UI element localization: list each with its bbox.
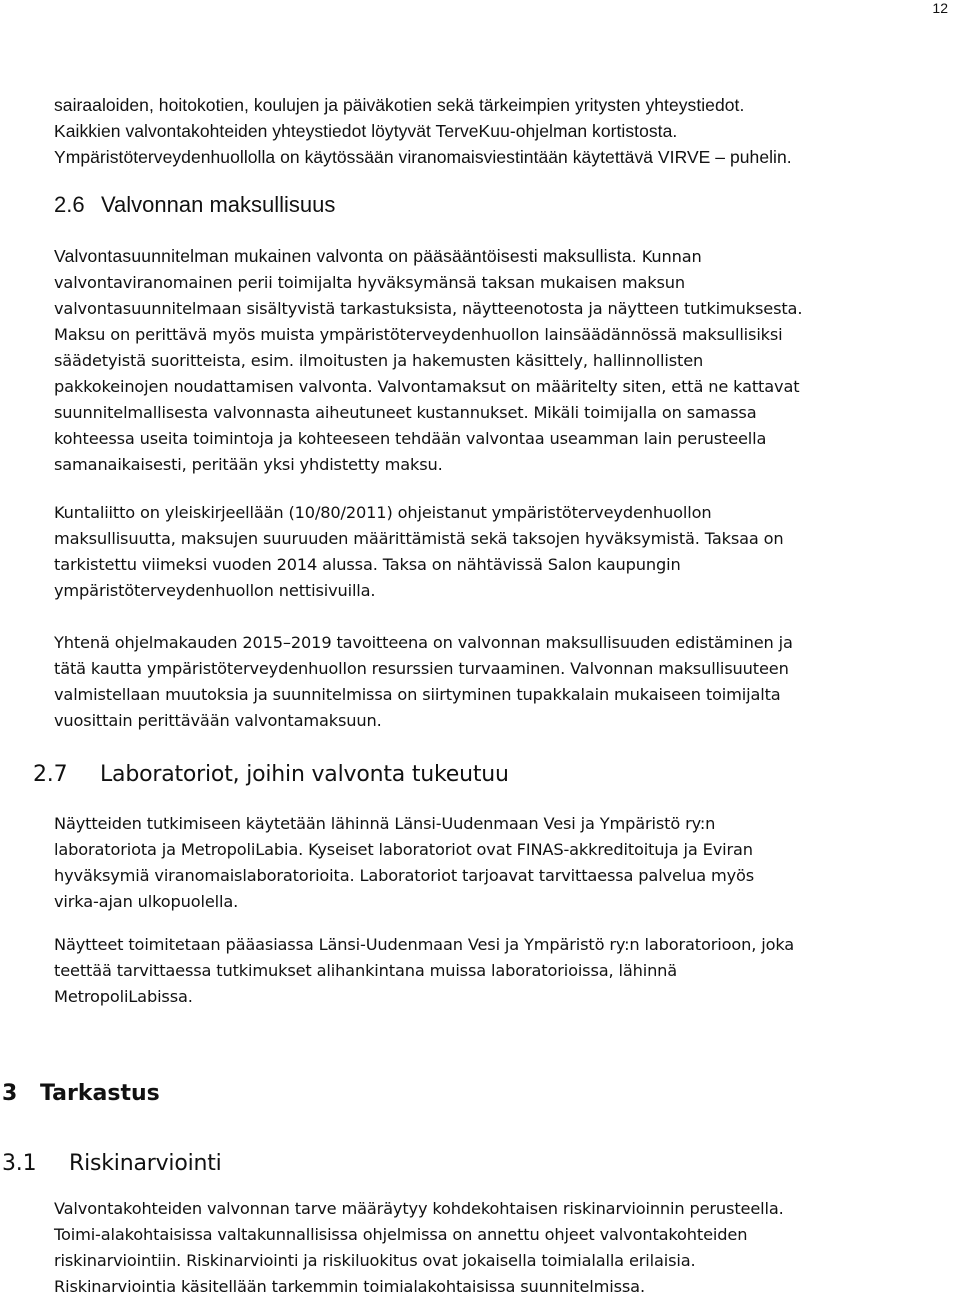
paragraph-line: ympäristöterveydenhuollon nettisivuilla. [54, 581, 376, 600]
paragraph-line: suunnitelmallisesta valvonnasta aiheutuneet kustannukset. Mikäli toimijalla on samassa [54, 403, 757, 422]
paragraph-line: Toimi-alakohtaisissa valtakunnallisissa ohjelmissa on annettu ohjeet valvontakohteiden [54, 1225, 748, 1244]
section-title: Valvonnan maksullisuus [101, 192, 336, 217]
paragraph-line: valvontasuunnitelmaan sisältyvistä tarkastuksista, näytteenotosta ja näytteen tutkimuksesta. [54, 299, 803, 318]
paragraph-line-arial-part: Valvontasuunnitelman mukainen valvonta on pääsääntöisesti maksullista. [54, 246, 637, 266]
section-number: 2.7 [33, 762, 68, 787]
section-number: 2.6 [54, 192, 85, 217]
section-number: 3.1 [2, 1151, 37, 1176]
section-2-7-paragraph-1 [54, 811, 754, 915]
paragraph-line: vuosittain perittävään valvontamaksuun. [54, 711, 382, 730]
paragraph-line: hyväksymiä viranomaislaboratorioita. Laboratoriot tarjoavat tarvittaessa palvelua myös [54, 866, 755, 885]
section-2-6-paragraph-3 [54, 630, 793, 734]
paragraph-line: sairaaloiden, hoitokotien, koulujen ja päiväkotien sekä tärkeimpien yritysten yhteystiedot. [54, 95, 745, 115]
paragraph-line: valvontaviranomainen perii toimijalta hyväksymänsä taksan mukaisen maksun [54, 273, 685, 292]
paragraph-line: MetropoliLabissa. [54, 987, 193, 1006]
paragraph-line: pakkokeinojen noudattamisen valvonta. Valvontamaksut on määritelty siten, että ne kattavat [54, 377, 800, 396]
paragraph-line: säädetyistä suoritteista, esim. ilmoitusten ja hakemusten käsittely, hallinnollisten [54, 351, 704, 370]
paragraph-line-verdana-part: Kunnan [636, 247, 702, 266]
paragraph-line: Maksu on perittävä myös muista ympäristöterveydenhuollon lainsäädännössä maksullisiksi [54, 325, 783, 344]
paragraph-line: riskinarviointiin. Riskinarviointi ja riskiluokitus ovat jokaisella toimialalla erilaisia. [54, 1251, 696, 1270]
paragraph-line: laboratoriota ja MetropoliLabia. Kyseiset laboratoriot ovat FINAS-akkreditoituja ja Eviran [54, 840, 753, 859]
paragraph-line: Kuntaliitto on yleiskirjeellään (10/80/2011) ohjeistanut ympäristöterveydenhuollon [54, 503, 712, 522]
section-2-6-paragraph-1 [54, 243, 802, 478]
paragraph-line: tarkistettu viimeksi vuoden 2014 alussa. Taksa on nähtävissä Salon kaupungin [54, 555, 681, 574]
paragraph-line: samanaikaisesti, peritään yksi yhdistetty maksu. [54, 455, 443, 474]
section-title: Riskinarviointi [69, 1151, 222, 1176]
paragraph-line: valmistellaan muutoksia ja suunnitelmissa on siirtyminen tupakkalain mukaiseen toimijalta [54, 685, 781, 704]
paragraph-line: teettää tarvittaessa tutkimukset alihankintana muissa laboratorioissa, lähinnä [54, 961, 678, 980]
paragraph-line: kohteessa useita toimintoja ja kohteeseen tehdään valvontaa useamman lain perusteella [54, 429, 767, 448]
section-heading-3-1 [2, 1150, 222, 1178]
paragraph-line: Valvontakohteiden valvonnan tarve määräytyy kohdekohtaisen riskinarvioinnin perusteella. [54, 1199, 784, 1218]
intro-paragraph [54, 92, 792, 170]
chapter-number: 3 [2, 1081, 18, 1106]
paragraph-line: Ympäristöterveydenhuollolla on käytössään viranomaisviestintään käytettävä VIRVE – puhelin. [54, 147, 792, 167]
section-title: Laboratoriot, joihin valvonta tukeutuu [100, 762, 509, 787]
chapter-title: Tarkastus [40, 1081, 160, 1106]
section-2-7-paragraph-2 [54, 932, 794, 1010]
paragraph-line: Näytteiden tutkimiseen käytetään lähinnä Länsi-Uudenmaan Vesi ja Ympäristö ry:n [54, 814, 716, 833]
paragraph-line: Kaikkien valvontakohteiden yhteystiedot löytyvät TerveKuu-ohjelman kortistosta. [54, 121, 678, 141]
chapter-heading-3 [2, 1080, 160, 1108]
section-heading-2-7 [33, 761, 509, 789]
section-2-6-paragraph-2 [54, 500, 784, 604]
section-heading-2-6 [54, 191, 335, 219]
paragraph-line: tätä kautta ympäristöterveydenhuollon resurssien turvaaminen. Valvonnan maksullisuuteen [54, 659, 789, 678]
paragraph-line: virka-ajan ulkopuolella. [54, 892, 239, 911]
page-number: 12 [932, 0, 948, 16]
paragraph-line: maksullisuutta, maksujen suuruuden määrittämistä sekä taksojen hyväksymistä. Taksaa on [54, 529, 784, 548]
paragraph-line: Yhtenä ohjelmakauden 2015–2019 tavoitteena on valvonnan maksullisuuden edistäminen ja [54, 633, 793, 652]
paragraph-line: Riskinarviointia käsitellään tarkemmin toimialakohtaisissa suunnitelmissa. [54, 1277, 645, 1296]
section-3-1-paragraph-1 [54, 1196, 784, 1300]
paragraph-line: Näytteet toimitetaan pääasiassa Länsi-Uudenmaan Vesi ja Ympäristö ry:n laboratorioon, joka [54, 935, 795, 954]
